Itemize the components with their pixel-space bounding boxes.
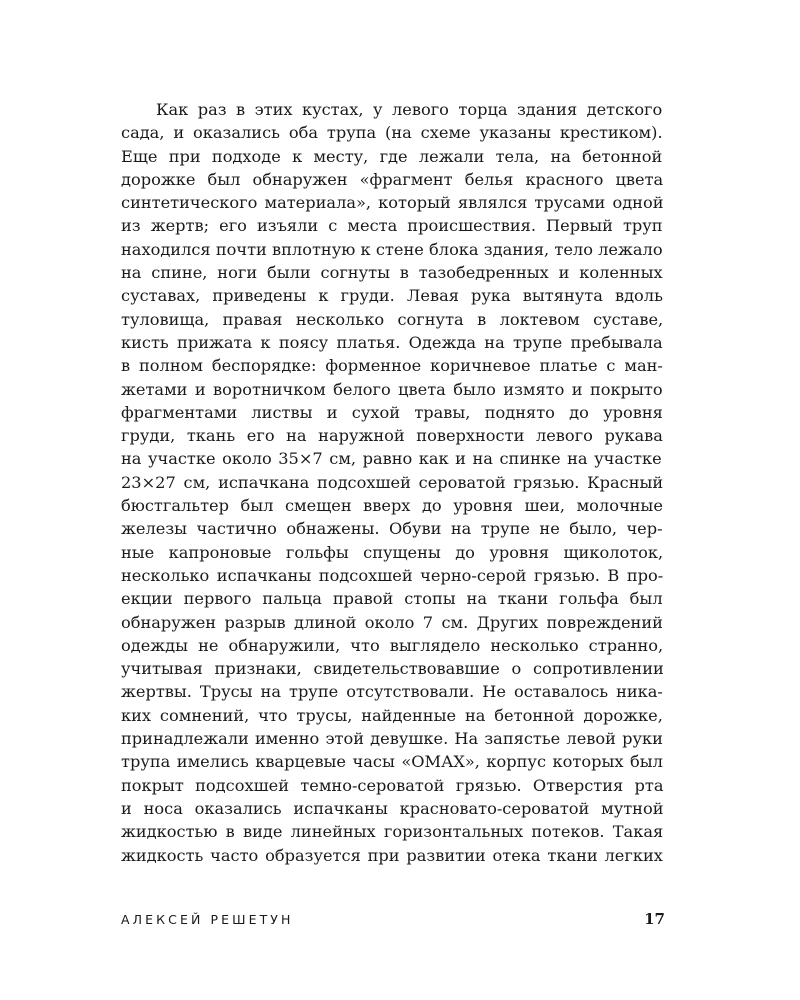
text-line: и носа оказались испачканы красновато-сероватой мутной bbox=[121, 798, 664, 818]
text-line: жертвы. Трусы на трупе отсутствовали. Не оставалось ника- bbox=[121, 682, 663, 702]
text-line: туловища, правая несколько согнута в локтевом суставе, bbox=[121, 309, 664, 329]
text-line: жидкостью в виде линейных горизонтальных потеков. Такая bbox=[121, 822, 664, 842]
text-line: в полном беспорядке: форменное коричневое платье с ман- bbox=[121, 356, 663, 376]
page-number: 17 bbox=[644, 910, 665, 928]
text-line: на участке около 35×7 см, равно как и на спинке на участке bbox=[121, 449, 662, 469]
text-line: кисть прижата к поясу платья. Одежда на трупе пребывала bbox=[121, 332, 663, 352]
text-line: одежды не обнаружили, что выглядело несколько странно, bbox=[121, 635, 664, 655]
text-line: синтетического материала», который являлся трусами одной bbox=[121, 193, 664, 213]
text-line: фрагментами листвы и сухой травы, поднято до уровня bbox=[121, 402, 663, 422]
text-line: бюстгальтер был смещен вверх до уровня шеи, молочные bbox=[121, 496, 663, 516]
text-line: суставах, приведены к груди. Левая рука вытянута вдоль bbox=[121, 286, 663, 306]
text-line: железы частично обнажены. Обуви на трупе не было, чер- bbox=[121, 519, 663, 539]
text-line: на спине, ноги были согнуты в тазобедренных и коленных bbox=[121, 263, 663, 283]
page-footer bbox=[121, 910, 665, 934]
text-line: ких сомнений, что трусы, найденные на бетонной дорожке, bbox=[121, 705, 663, 725]
text-line: обнаружен разрыв длиной около 7 см. Других повреждений bbox=[121, 612, 663, 632]
text-line: жидкость часто образуется при развитии отека ткани легких bbox=[121, 845, 663, 865]
text-line: екции первого пальца правой стопы на ткани гольфа был bbox=[121, 589, 663, 609]
running-footer-author: АЛЕКСЕЙ РЕШЕТУН bbox=[121, 912, 294, 927]
text-line: дорожке был обнаружен «фрагмент белья красного цвета bbox=[121, 169, 664, 189]
body-paragraph bbox=[121, 98, 665, 867]
text-line: ные капроновые гольфы спущены до уровня щиколоток, bbox=[121, 542, 664, 562]
text-line: из жертв; его изъяли с места происшествия. Первый труп bbox=[121, 216, 663, 236]
text-line: жетами и воротничком белого цвета было измято и покрыто bbox=[121, 379, 663, 399]
text-line: учитывая признаки, свидетельствовавшие о сопротивлении bbox=[121, 659, 664, 679]
text-line: находился почти вплотную к стене блока здания, тело лежало bbox=[121, 239, 663, 259]
text-line: Еще при подходе к месту, где лежали тела, на бетонной bbox=[121, 146, 663, 166]
text-line: принадлежали именно этой девушке. На запястье левой руки bbox=[121, 729, 663, 749]
text-line: Как раз в этих кустах, у левого торца здания детского bbox=[156, 100, 663, 119]
text-line: трупа имелись кварцевые часы «ОМАХ», корпус которых был bbox=[121, 752, 663, 772]
text-line: покрыт подсохшей темно-сероватой грязью. Отверстия рта bbox=[121, 775, 664, 795]
text-line: груди, ткань его на наружной поверхности левого рукава bbox=[121, 426, 663, 446]
text-line: 23×27 см, испачкана подсохшей сероватой грязью. Красный bbox=[121, 472, 664, 492]
text-line: несколько испачканы подсохшей черно-серой грязью. В про- bbox=[121, 565, 664, 585]
text-line: сада, и оказались оба трупа (на схеме указаны крестиком). bbox=[121, 123, 663, 143]
